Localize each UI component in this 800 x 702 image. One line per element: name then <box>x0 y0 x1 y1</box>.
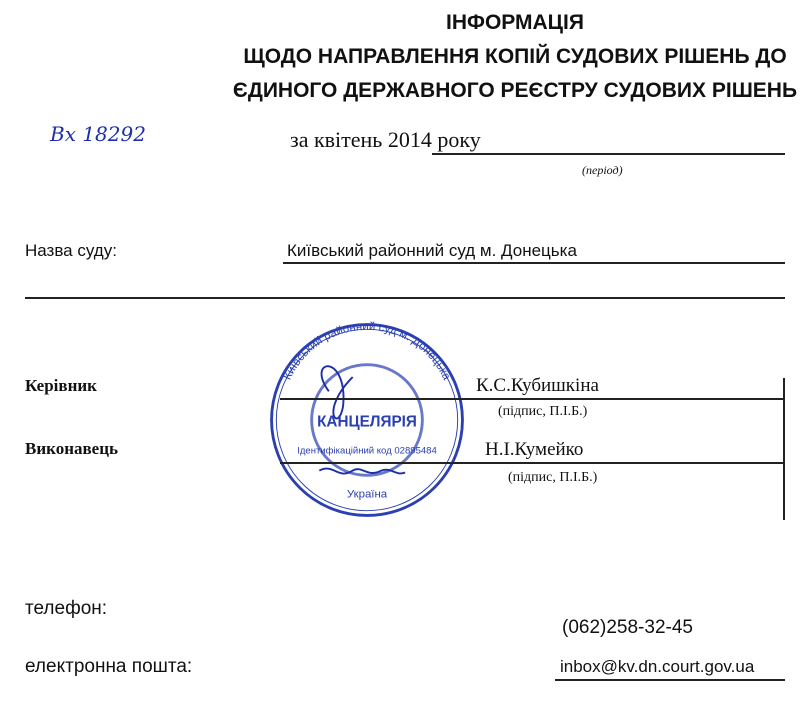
signature-box-border <box>783 378 785 520</box>
title-line-1: ІНФОРМАЦІЯ <box>446 11 584 34</box>
executor-name: Н.І.Кумейко <box>485 439 584 460</box>
head-underline <box>280 398 785 400</box>
court-label: Назва суду: <box>25 241 117 260</box>
official-stamp <box>262 315 472 525</box>
period-value: за квітень 2014 року <box>290 127 481 152</box>
head-label: Керівник <box>25 376 97 395</box>
head-name: К.С.Кубишкіна <box>476 375 599 396</box>
period-caption: (період) <box>582 163 623 177</box>
section-divider <box>25 297 785 299</box>
svg-text:Київський районний суд м. Доне <box>282 321 453 383</box>
court-name: Київський районний суд м. Донецька <box>287 241 577 260</box>
stamp-inner-text: Ідентифікаційний код 02895484 <box>297 445 437 457</box>
stamp-bottom-text: Україна <box>346 488 388 501</box>
title-line-3: ЄДИНОГО ДЕРЖАВНОГО РЕЄСТРУ СУДОВИХ РІШЕНЬ <box>232 79 798 102</box>
email-underline <box>555 679 785 681</box>
executor-underline <box>280 462 785 464</box>
phone-value: (062)258-32-45 <box>562 617 693 638</box>
email-label: електронна пошта: <box>25 656 193 677</box>
stamp-center-text: КАНЦЕЛЯРІЯ <box>317 413 417 431</box>
court-underline <box>283 262 785 264</box>
executor-caption: (підпис, П.І.Б.) <box>508 470 598 485</box>
email-value: inbox@kv.dn.court.gov.ua <box>560 657 755 676</box>
head-caption: (підпис, П.І.Б.) <box>498 404 588 419</box>
handwritten-registration-note: Вх 18292 <box>50 122 146 146</box>
stamp-outer-text: Київський районний суд м. Донецька <box>281 320 453 382</box>
period-underline <box>432 153 785 155</box>
executor-label: Виконавець <box>25 439 119 458</box>
title-line-2: ЩОДО НАПРАВЛЕННЯ КОПІЙ СУДОВИХ РІШЕНЬ ДО <box>243 45 787 68</box>
phone-label: телефон: <box>25 598 108 619</box>
